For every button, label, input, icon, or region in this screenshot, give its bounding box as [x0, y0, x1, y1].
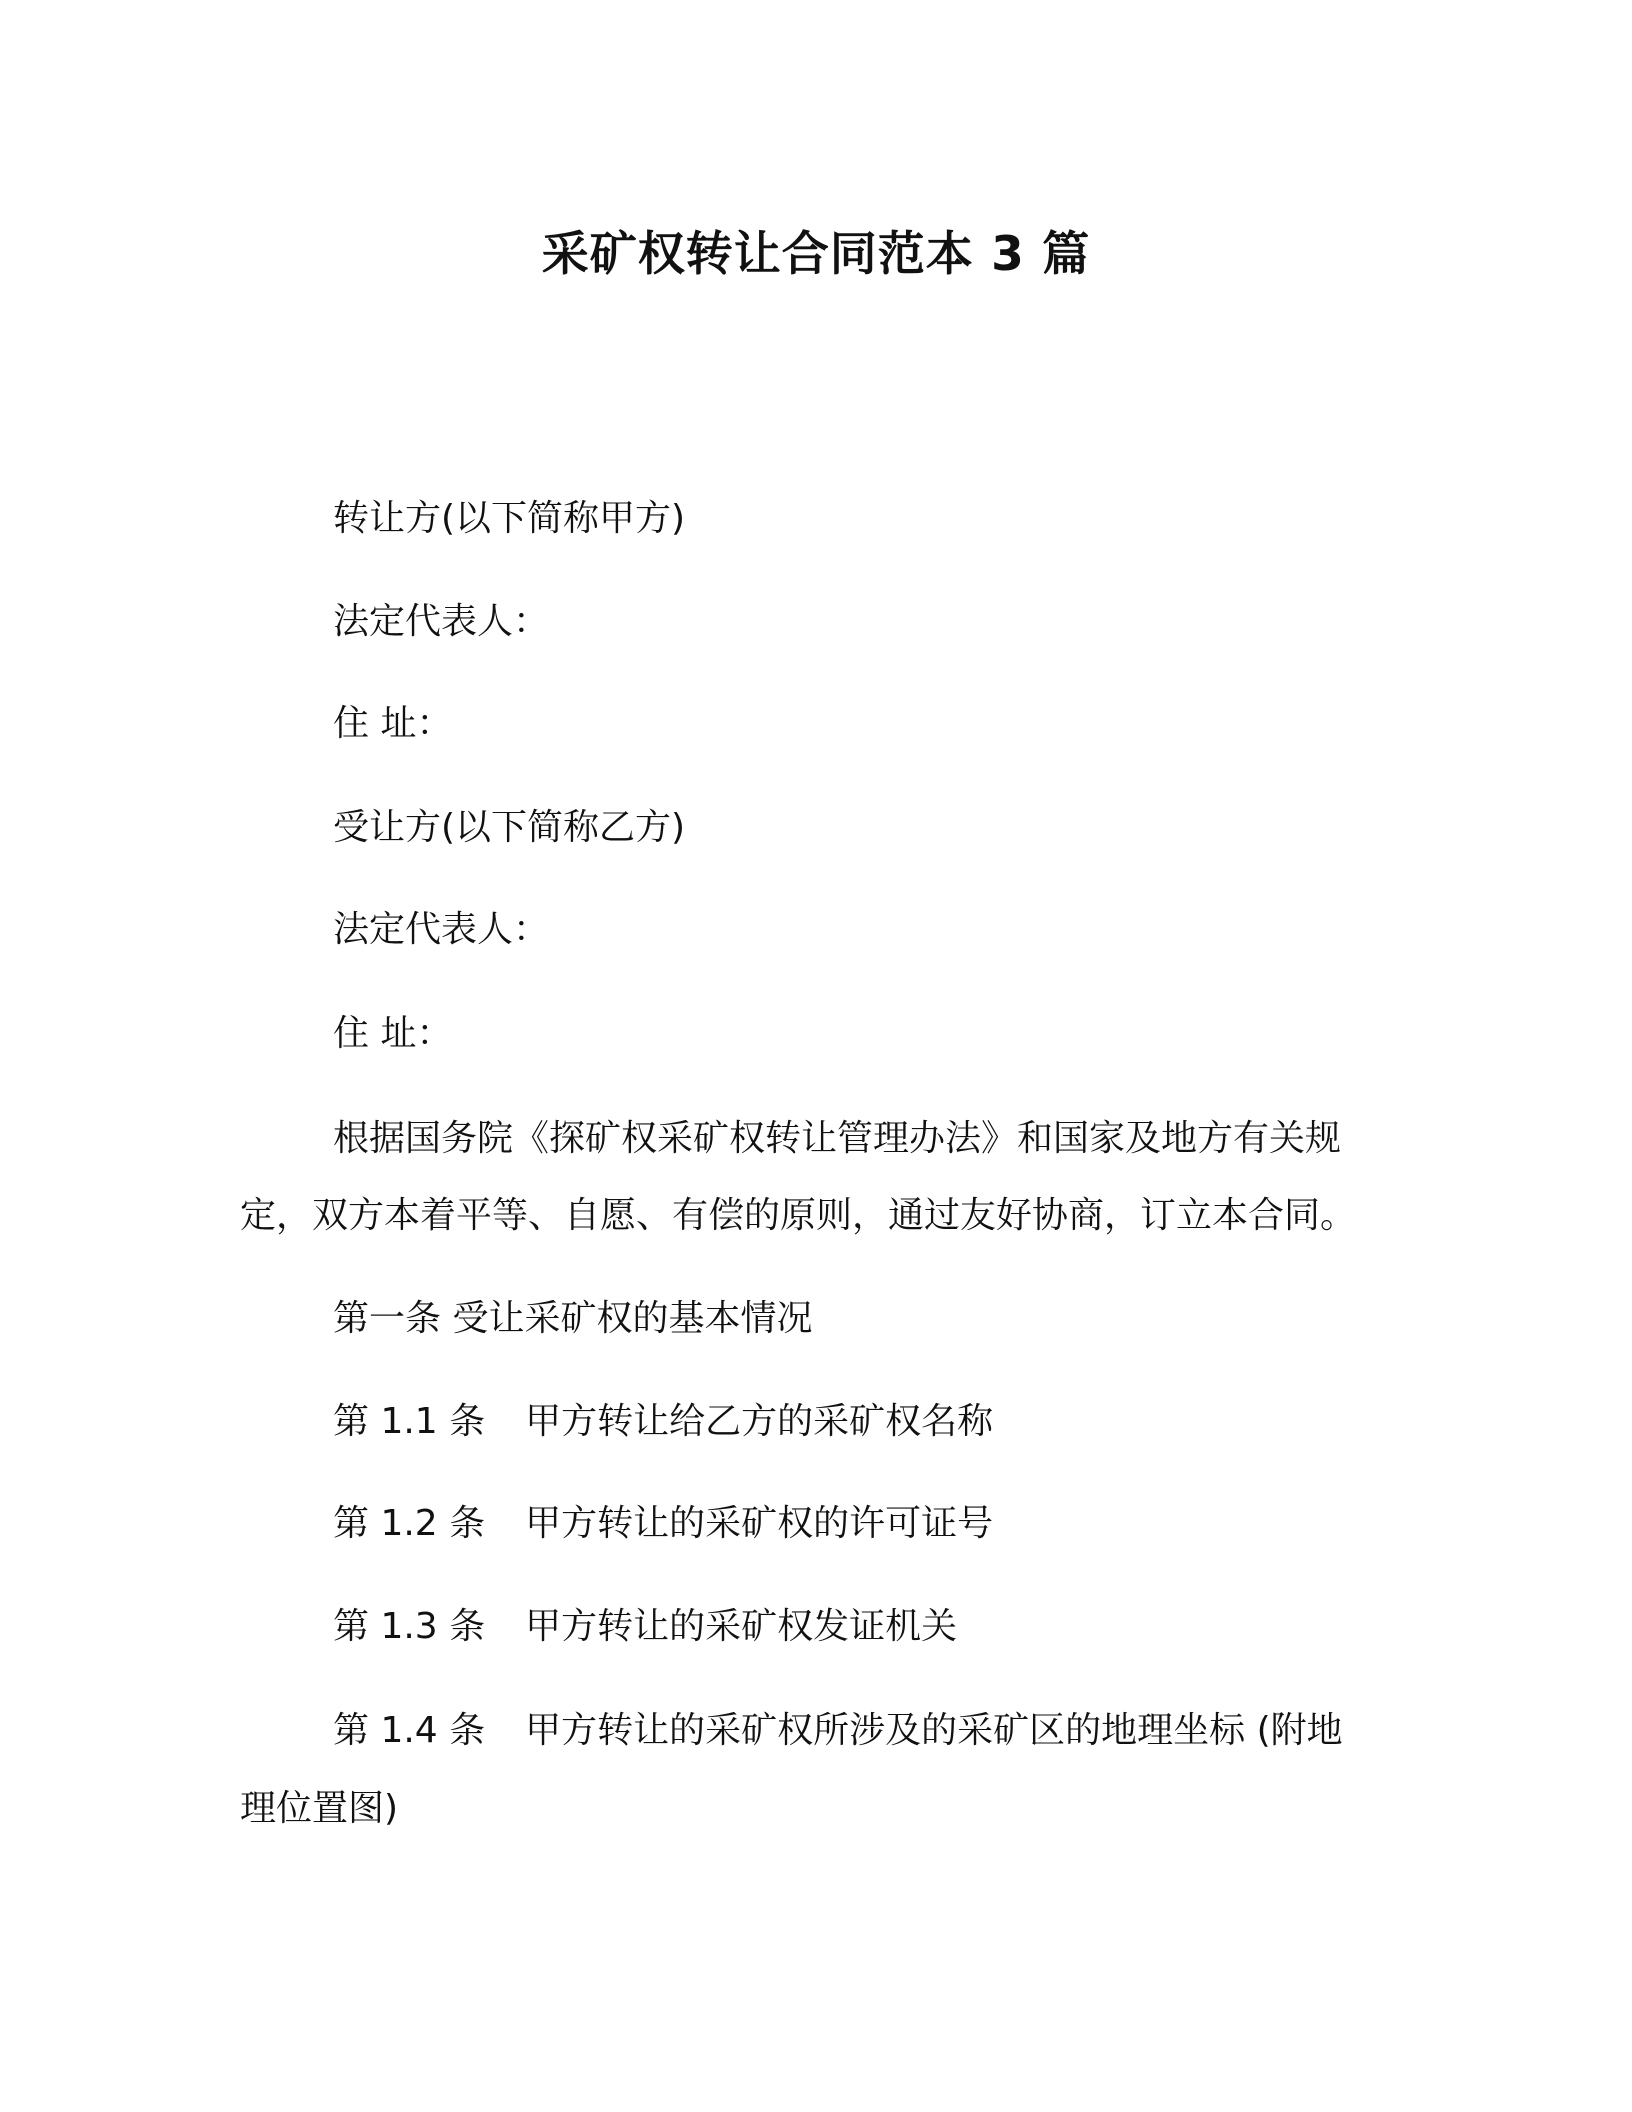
clause-text: 甲方转让的采矿权所涉及的采矿区的地理坐标 (附地	[525, 1710, 1343, 1751]
party-b-heading: 受让方(以下简称乙方)	[333, 807, 686, 848]
party-b-representative-label: 法定代表人：	[333, 909, 550, 950]
clause-1-4-continuation: 理位置图)	[240, 1788, 399, 1829]
clause-number: 第 1.2 条	[333, 1503, 486, 1544]
clause-1-3	[333, 1603, 957, 1651]
preamble-line-2: 定，双方本着平等、自愿、有偿的原则，通过友好协商，订立本合同。	[240, 1195, 1357, 1236]
clause-text: 甲方转让给乙方的采矿权名称	[525, 1401, 994, 1442]
clause-1-1	[333, 1398, 993, 1446]
clause-text: 甲方转让的采矿权的许可证号	[525, 1503, 994, 1544]
clause-number: 第 1.1 条	[333, 1401, 486, 1442]
party-a-representative-label: 法定代表人：	[333, 601, 550, 642]
preamble-line-1: 根据国务院《探矿权采矿权转让管理办法》和国家及地方有关规	[333, 1118, 1342, 1159]
party-b-address-label: 住 址：	[333, 1013, 453, 1054]
party-a-heading: 转让方(以下简称甲方)	[333, 498, 686, 539]
clause-number: 第 1.3 条	[333, 1606, 486, 1647]
document-title: 采矿权转让合同范本 3 篇	[541, 227, 1091, 282]
clause-1-4	[333, 1707, 1343, 1755]
clause-1-2	[333, 1500, 993, 1548]
article-1-heading: 第一条 受让采矿权的基本情况	[333, 1298, 813, 1339]
clause-text: 甲方转让的采矿权发证机关	[525, 1606, 958, 1647]
clause-number: 第 1.4 条	[333, 1710, 486, 1751]
party-a-address-label: 住 址：	[333, 703, 453, 744]
